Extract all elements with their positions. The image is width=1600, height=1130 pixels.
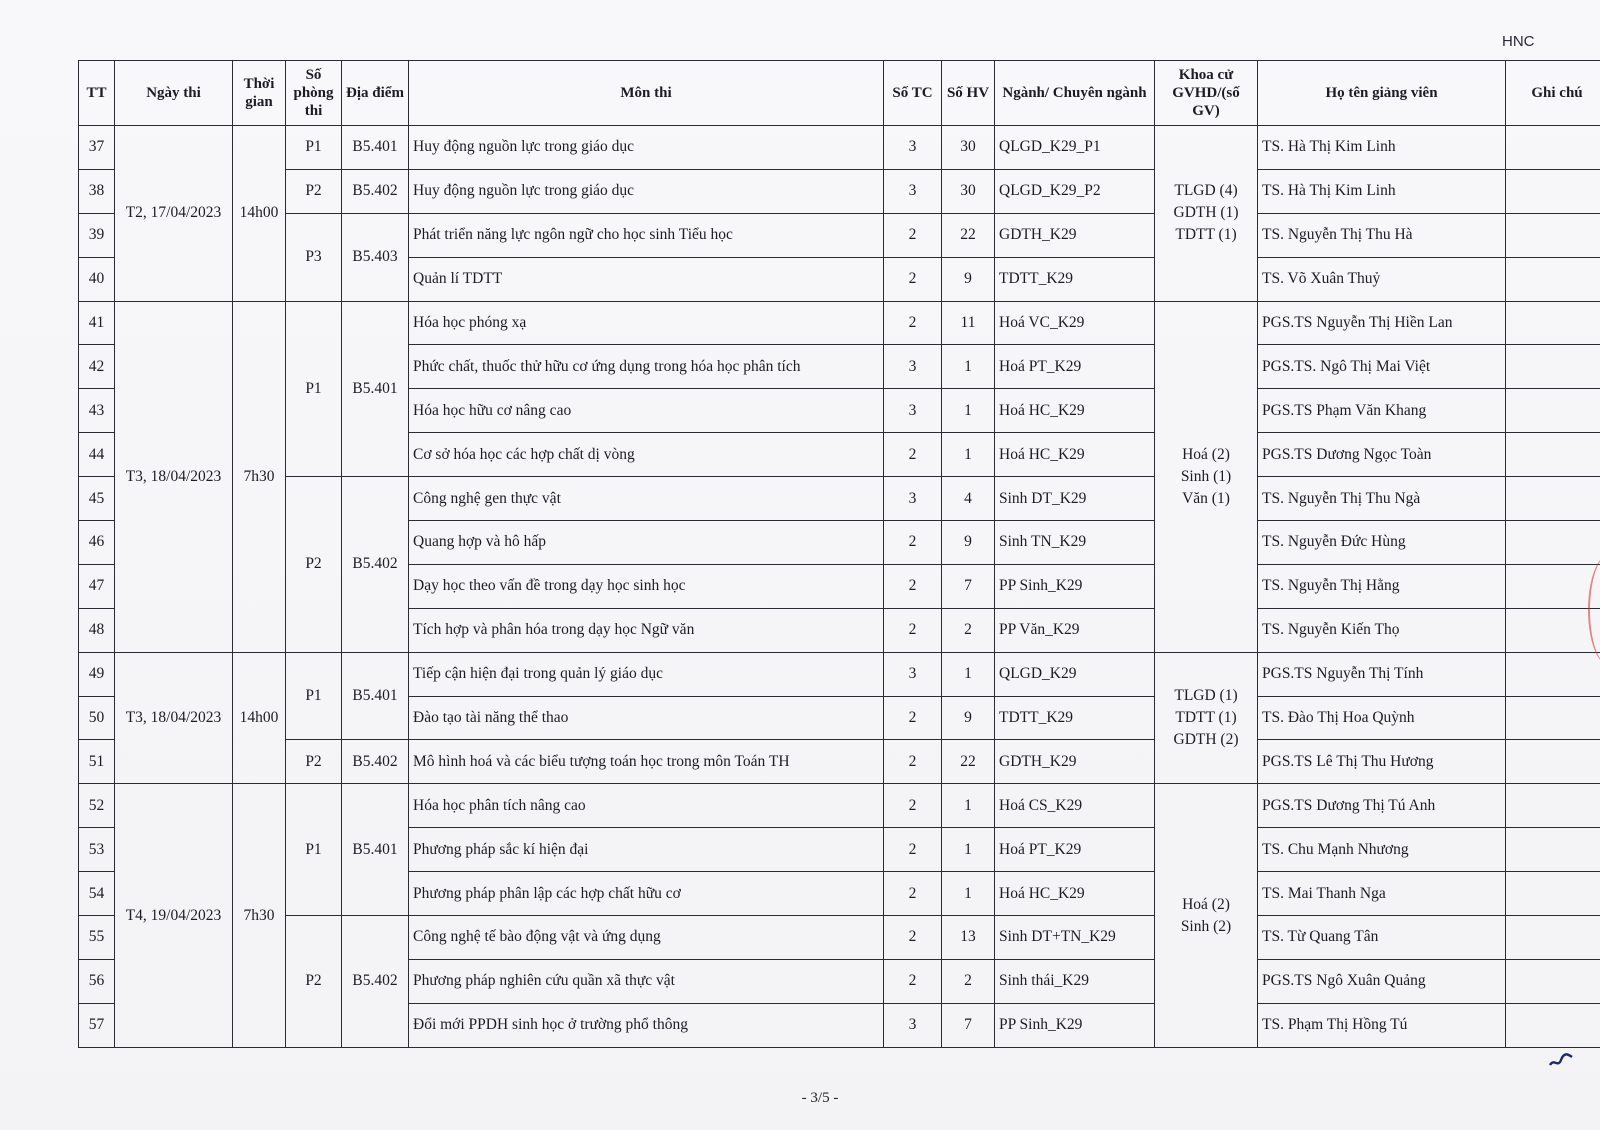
major: QLGD_K29_P2 (995, 169, 1155, 213)
major: PP Sinh_K29 (995, 1003, 1155, 1047)
header-row (79, 61, 1600, 126)
col-giang-vien: Họ tên giảng viên (1258, 61, 1506, 126)
major: QLGD_K29_P1 (995, 126, 1155, 170)
credit-count: 2 (884, 257, 942, 301)
exam-subject: Đào tạo tài năng thể thao (409, 696, 884, 740)
exam-date: T3, 18/04/2023 (115, 652, 233, 784)
major: TDTT_K29 (995, 696, 1155, 740)
exam-subject: Tích hợp và phân hóa trong dạy học Ngữ văn (409, 608, 884, 652)
credit-count: 3 (884, 126, 942, 170)
note-cell (1506, 433, 1600, 477)
row-number: 53 (79, 828, 115, 872)
exam-date: T4, 19/04/2023 (115, 784, 233, 1047)
table-row (79, 213, 1600, 257)
credit-count: 2 (884, 521, 942, 565)
row-number: 47 (79, 564, 115, 608)
credit-count: 3 (884, 477, 942, 521)
credit-count: 2 (884, 433, 942, 477)
credit-count: 2 (884, 213, 942, 257)
note-cell (1506, 564, 1600, 608)
exam-room: P1 (286, 301, 342, 477)
exam-location: B5.402 (342, 477, 409, 653)
lecturer-name: TS. Hà Thị Kim Linh (1258, 126, 1506, 170)
row-number: 56 (79, 959, 115, 1003)
exam-room: P2 (286, 916, 342, 1048)
table-body (79, 126, 1600, 1048)
col-tt: TT (79, 61, 115, 126)
exam-location: B5.401 (342, 784, 409, 916)
row-number: 55 (79, 916, 115, 960)
exam-subject: Công nghệ gen thực vật (409, 477, 884, 521)
note-cell (1506, 169, 1600, 213)
row-number: 37 (79, 126, 115, 170)
student-count: 4 (942, 477, 995, 521)
lecturer-name: PGS.TS Phạm Văn Khang (1258, 389, 1506, 433)
exam-time: 7h30 (233, 784, 286, 1047)
note-cell (1506, 828, 1600, 872)
exam-subject: Quang hợp và hô hấp (409, 521, 884, 565)
faculty-supervisors: TLGD (1) TDTT (1) GDTH (2) (1155, 652, 1258, 784)
table-row (79, 652, 1600, 696)
lecturer-name: PGS.TS Dương Ngọc Toàn (1258, 433, 1506, 477)
col-mon-thi: Môn thi (409, 61, 884, 126)
student-count: 9 (942, 257, 995, 301)
col-so-tc: Số TC (884, 61, 942, 126)
row-number: 52 (79, 784, 115, 828)
table-row (79, 301, 1600, 345)
col-nganh: Ngành/ Chuyên ngành (995, 61, 1155, 126)
major: PP Sinh_K29 (995, 564, 1155, 608)
exam-subject: Cơ sở hóa học các hợp chất dị vòng (409, 433, 884, 477)
row-number: 44 (79, 433, 115, 477)
row-number: 57 (79, 1003, 115, 1047)
note-cell (1506, 608, 1600, 652)
lecturer-name: TS. Nguyễn Thị Hằng (1258, 564, 1506, 608)
exam-room: P2 (286, 169, 342, 213)
major: Sinh DT_K29 (995, 477, 1155, 521)
note-cell (1506, 740, 1600, 784)
lecturer-name: TS. Nguyễn Đức Hùng (1258, 521, 1506, 565)
major: Hoá HC_K29 (995, 872, 1155, 916)
note-cell (1506, 257, 1600, 301)
student-count: 1 (942, 652, 995, 696)
exam-location: B5.401 (342, 126, 409, 170)
row-number: 40 (79, 257, 115, 301)
exam-location: B5.402 (342, 740, 409, 784)
student-count: 22 (942, 740, 995, 784)
student-count: 22 (942, 213, 995, 257)
credit-count: 3 (884, 169, 942, 213)
row-number: 48 (79, 608, 115, 652)
exam-room: P3 (286, 213, 342, 301)
exam-subject: Huy động nguồn lực trong giáo dục (409, 126, 884, 170)
exam-subject: Phức chất, thuốc thử hữu cơ ứng dụng trong hóa học phân tích (409, 345, 884, 389)
exam-room: P2 (286, 477, 342, 653)
credit-count: 3 (884, 652, 942, 696)
major: Hoá CS_K29 (995, 784, 1155, 828)
note-cell (1506, 345, 1600, 389)
major: GDTH_K29 (995, 213, 1155, 257)
exam-subject: Phát triển năng lực ngôn ngữ cho học sinh Tiểu học (409, 213, 884, 257)
major: Sinh DT+TN_K29 (995, 916, 1155, 960)
credit-count: 2 (884, 959, 942, 1003)
major: TDTT_K29 (995, 257, 1155, 301)
student-count: 1 (942, 828, 995, 872)
credit-count: 2 (884, 564, 942, 608)
credit-count: 2 (884, 696, 942, 740)
exam-subject: Phương pháp nghiên cứu quần xã thực vật (409, 959, 884, 1003)
exam-room: P1 (286, 652, 342, 740)
exam-time: 7h30 (233, 301, 286, 652)
credit-count: 2 (884, 872, 942, 916)
col-so-hv: Số HV (942, 61, 995, 126)
note-cell (1506, 959, 1600, 1003)
lecturer-name: PGS.TS Dương Thị Tú Anh (1258, 784, 1506, 828)
exam-date: T3, 18/04/2023 (115, 301, 233, 652)
exam-room: P1 (286, 784, 342, 916)
student-count: 2 (942, 608, 995, 652)
document-code: HNC (1502, 33, 1535, 50)
major: Hoá HC_K29 (995, 389, 1155, 433)
student-count: 13 (942, 916, 995, 960)
row-number: 54 (79, 872, 115, 916)
major: Hoá HC_K29 (995, 433, 1155, 477)
note-cell (1506, 1003, 1600, 1047)
exam-location: B5.403 (342, 213, 409, 301)
credit-count: 2 (884, 784, 942, 828)
student-count: 1 (942, 784, 995, 828)
lecturer-name: TS. Mai Thanh Nga (1258, 872, 1506, 916)
note-cell (1506, 784, 1600, 828)
note-cell (1506, 213, 1600, 257)
student-count: 7 (942, 564, 995, 608)
student-count: 30 (942, 169, 995, 213)
exam-schedule-table (78, 60, 1600, 1048)
exam-location: B5.401 (342, 301, 409, 477)
lecturer-name: TS. Chu Mạnh Nhương (1258, 828, 1506, 872)
row-number: 41 (79, 301, 115, 345)
row-number: 38 (79, 169, 115, 213)
table-row (79, 126, 1600, 170)
lecturer-name: PGS.TS Ngô Xuân Quảng (1258, 959, 1506, 1003)
faculty-supervisors: Hoá (2) Sinh (2) (1155, 784, 1258, 1047)
student-count: 1 (942, 872, 995, 916)
major: QLGD_K29 (995, 652, 1155, 696)
exam-room: P1 (286, 126, 342, 170)
exam-time: 14h00 (233, 652, 286, 784)
row-number: 45 (79, 477, 115, 521)
lecturer-name: PGS.TS Lê Thị Thu Hương (1258, 740, 1506, 784)
credit-count: 3 (884, 389, 942, 433)
student-count: 11 (942, 301, 995, 345)
credit-count: 3 (884, 1003, 942, 1047)
student-count: 1 (942, 433, 995, 477)
row-number: 43 (79, 389, 115, 433)
note-cell (1506, 301, 1600, 345)
row-number: 51 (79, 740, 115, 784)
exam-location: B5.402 (342, 169, 409, 213)
faculty-supervisors: TLGD (4) GDTH (1) TDTT (1) (1155, 126, 1258, 302)
page-number: - 3/5 - (801, 1090, 839, 1106)
col-so-phong: Số phòng thi (286, 61, 342, 126)
col-thoi-gian: Thời gian (233, 61, 286, 126)
exam-subject: Quản lí TDTT (409, 257, 884, 301)
col-khoa-cu: Khoa cử GVHD/(số GV) (1155, 61, 1258, 126)
table-row (79, 916, 1600, 960)
faculty-supervisors: Hoá (2) Sinh (1) Văn (1) (1155, 301, 1258, 652)
exam-subject: Hóa học hữu cơ nâng cao (409, 389, 884, 433)
col-dia-diem: Địa điểm (342, 61, 409, 126)
credit-count: 2 (884, 916, 942, 960)
table-row (79, 784, 1600, 828)
lecturer-name: PGS.TS Nguyễn Thị Hiền Lan (1258, 301, 1506, 345)
major: GDTH_K29 (995, 740, 1155, 784)
major: Hoá PT_K29 (995, 828, 1155, 872)
exam-room: P2 (286, 740, 342, 784)
student-count: 30 (942, 126, 995, 170)
credit-count: 3 (884, 345, 942, 389)
row-number: 46 (79, 521, 115, 565)
lecturer-name: TS. Nguyễn Kiến Thọ (1258, 608, 1506, 652)
exam-subject: Công nghệ tế bào động vật và ứng dụng (409, 916, 884, 960)
student-count: 1 (942, 345, 995, 389)
row-number: 39 (79, 213, 115, 257)
col-ngay-thi: Ngày thi (115, 61, 233, 126)
lecturer-name: PGS.TS Nguyễn Thị Tính (1258, 652, 1506, 696)
table-row (79, 169, 1600, 213)
lecturer-name: TS. Nguyễn Thị Thu Ngà (1258, 477, 1506, 521)
lecturer-name: PGS.TS. Ngô Thị Mai Việt (1258, 345, 1506, 389)
exam-subject: Hóa học phóng xạ (409, 301, 884, 345)
col-ghi-chu: Ghi chú (1506, 61, 1600, 126)
note-cell (1506, 872, 1600, 916)
note-cell (1506, 477, 1600, 521)
exam-location: B5.401 (342, 652, 409, 740)
exam-location: B5.402 (342, 916, 409, 1048)
note-cell (1506, 521, 1600, 565)
credit-count: 2 (884, 828, 942, 872)
row-number: 49 (79, 652, 115, 696)
row-number: 50 (79, 696, 115, 740)
credit-count: 2 (884, 301, 942, 345)
student-count: 2 (942, 959, 995, 1003)
lecturer-name: TS. Từ Quang Tân (1258, 916, 1506, 960)
exam-subject: Phương pháp sắc kí hiện đại (409, 828, 884, 872)
exam-subject: Phương pháp phân lập các hợp chất hữu cơ (409, 872, 884, 916)
exam-subject: Đổi mới PPDH sinh học ở trường phổ thông (409, 1003, 884, 1047)
credit-count: 2 (884, 740, 942, 784)
student-count: 9 (942, 521, 995, 565)
lecturer-name: TS. Nguyễn Thị Thu Hà (1258, 213, 1506, 257)
note-cell (1506, 389, 1600, 433)
exam-time: 14h00 (233, 126, 286, 302)
student-count: 1 (942, 389, 995, 433)
note-cell (1506, 126, 1600, 170)
major: Hoá VC_K29 (995, 301, 1155, 345)
table-row (79, 740, 1600, 784)
exam-subject: Dạy học theo vấn đề trong dạy học sinh học (409, 564, 884, 608)
note-cell (1506, 696, 1600, 740)
major: Hoá PT_K29 (995, 345, 1155, 389)
major: Sinh thái_K29 (995, 959, 1155, 1003)
exam-subject: Mô hình hoá và các biểu tượng toán học trong môn Toán TH (409, 740, 884, 784)
lecturer-name: TS. Võ Xuân Thuỷ (1258, 257, 1506, 301)
student-count: 9 (942, 696, 995, 740)
lecturer-name: TS. Phạm Thị Hồng Tú (1258, 1003, 1506, 1047)
row-number: 42 (79, 345, 115, 389)
exam-subject: Hóa học phân tích nâng cao (409, 784, 884, 828)
lecturer-name: TS. Đào Thị Hoa Quỳnh (1258, 696, 1506, 740)
credit-count: 2 (884, 608, 942, 652)
note-cell (1506, 916, 1600, 960)
note-cell (1506, 652, 1600, 696)
major: PP Văn_K29 (995, 608, 1155, 652)
lecturer-name: TS. Hà Thị Kim Linh (1258, 169, 1506, 213)
major: Sinh TN_K29 (995, 521, 1155, 565)
exam-subject: Huy động nguồn lực trong giáo dục (409, 169, 884, 213)
table-row (79, 477, 1600, 521)
handwritten-mark (1548, 1050, 1574, 1070)
exam-subject: Tiếp cận hiện đại trong quản lý giáo dục (409, 652, 884, 696)
student-count: 7 (942, 1003, 995, 1047)
exam-date: T2, 17/04/2023 (115, 126, 233, 302)
